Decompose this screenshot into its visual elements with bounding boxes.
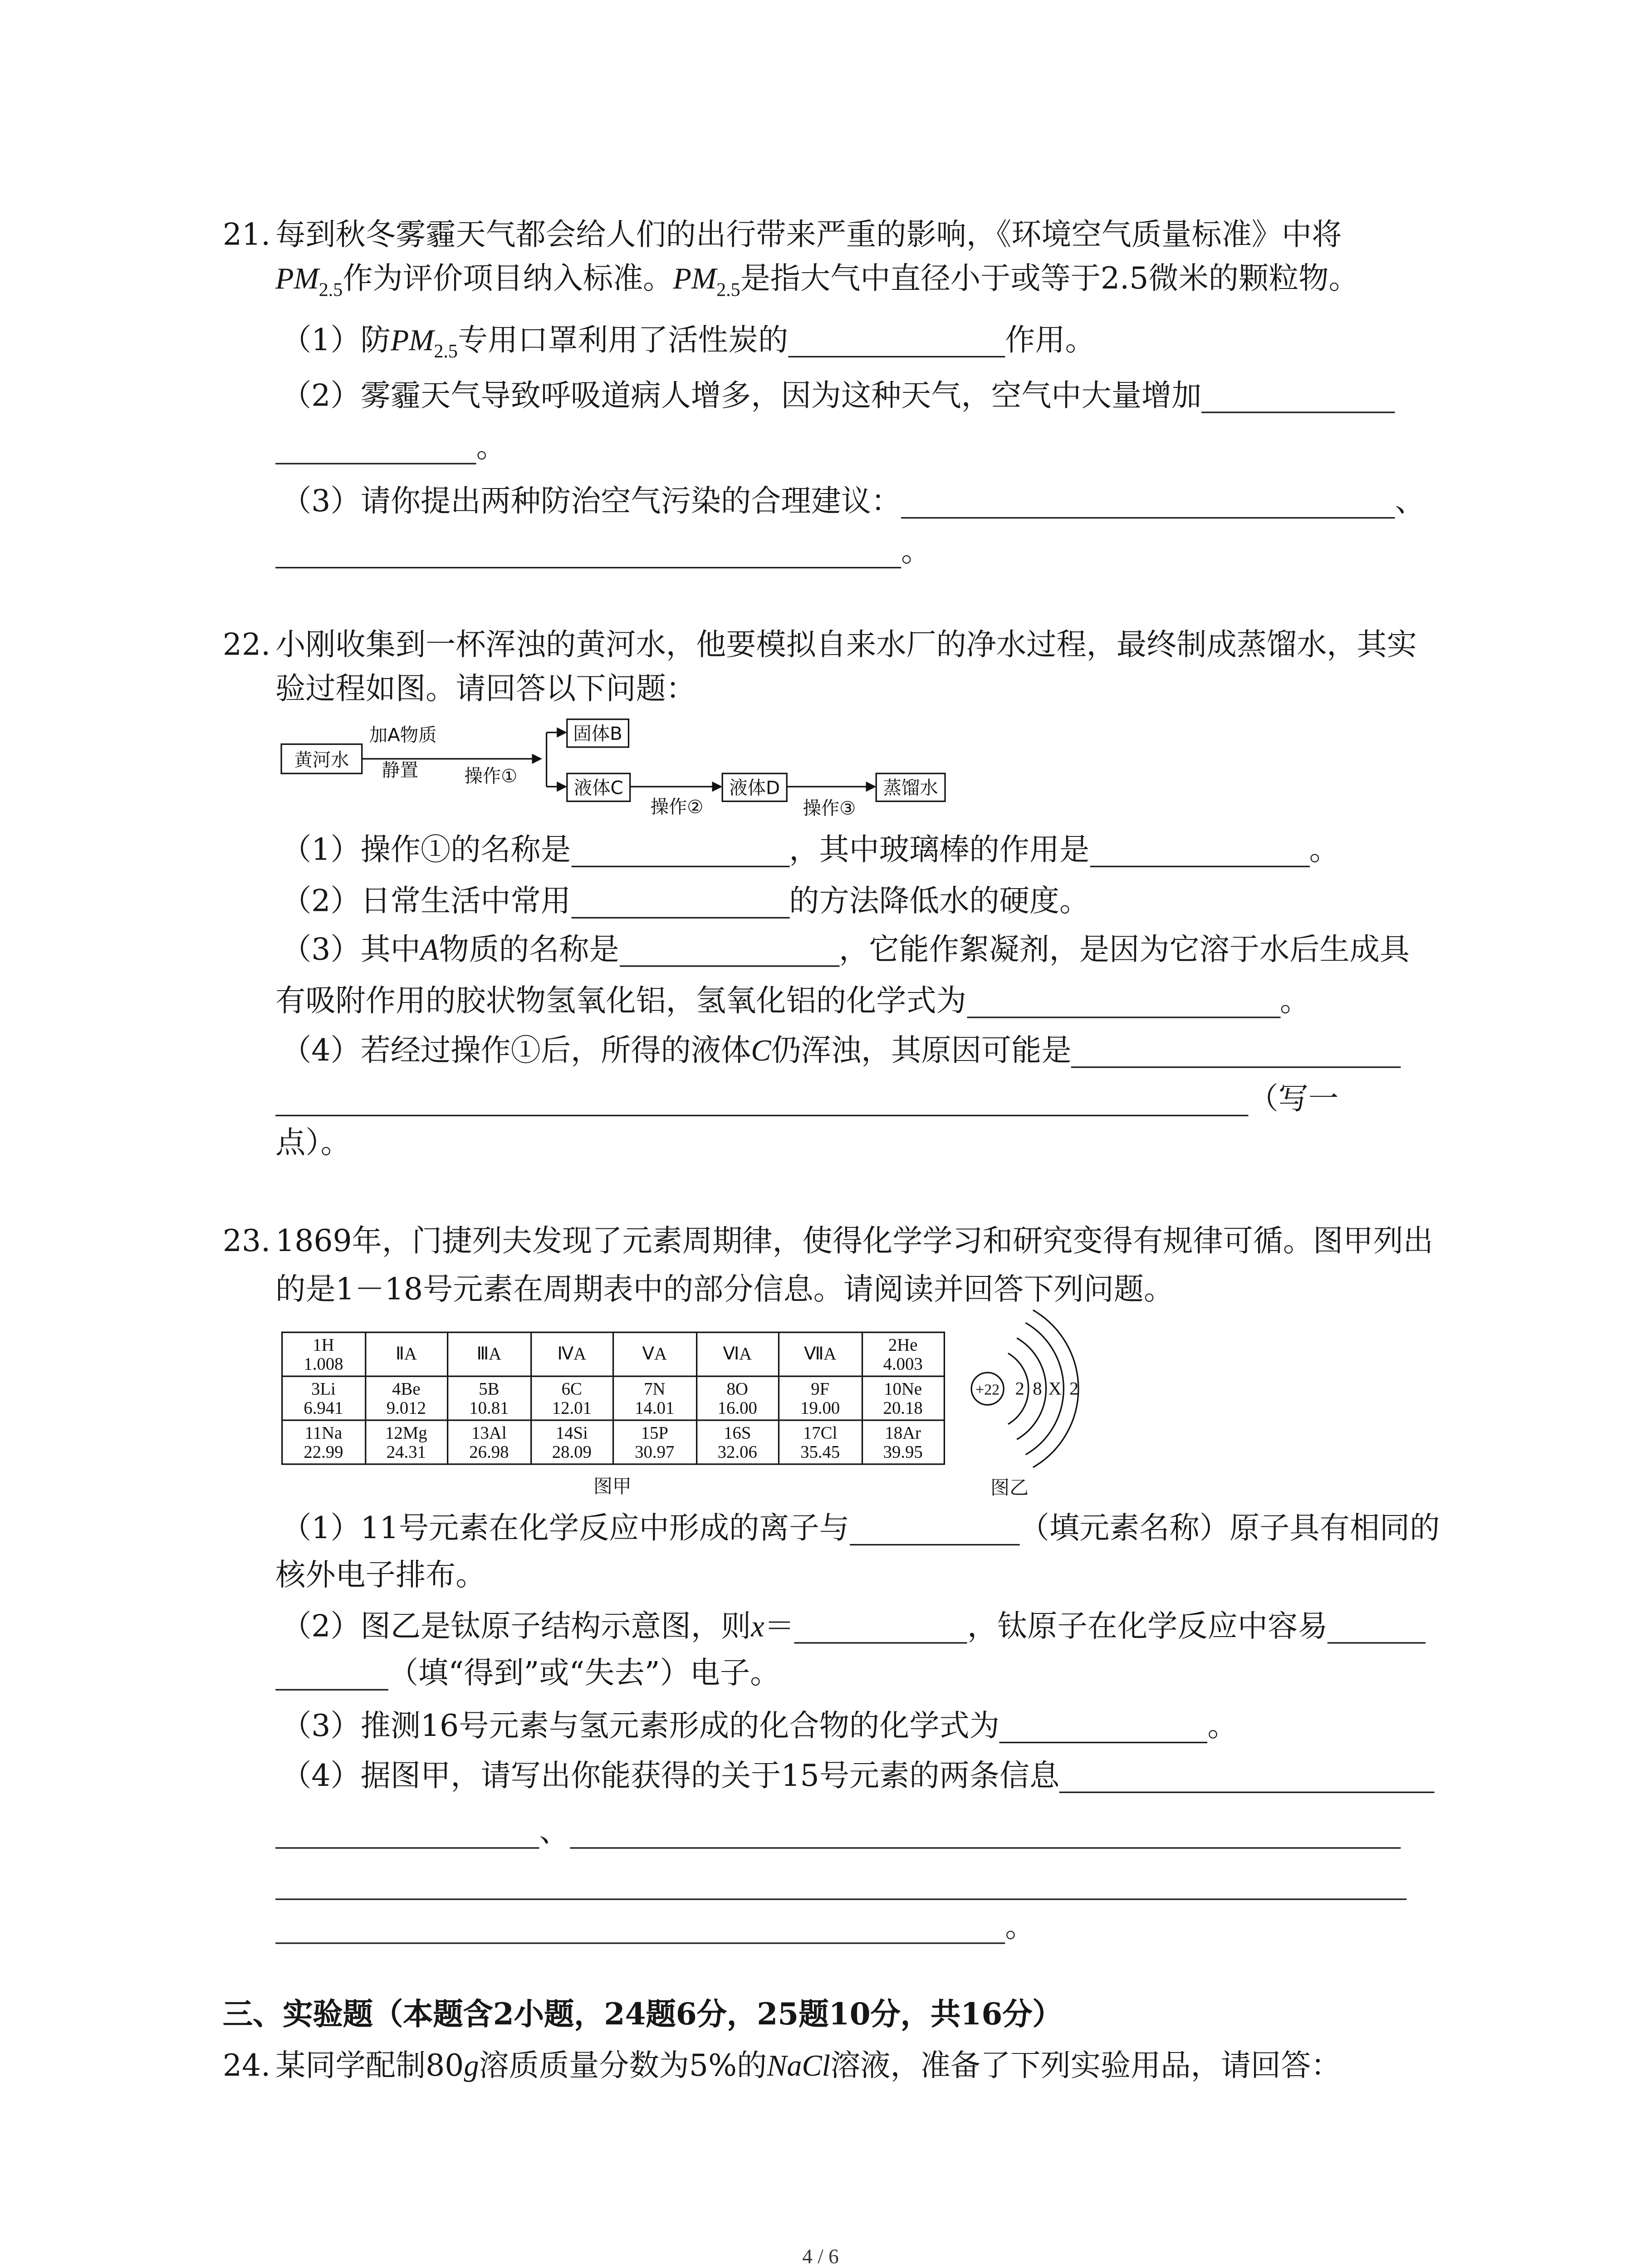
text-segment: 核外电子排布。 xyxy=(275,1557,486,1593)
answer-blank xyxy=(275,1915,1005,1944)
text-segment: 。 xyxy=(1207,1708,1238,1744)
question-text: 验过程如图。请回答以下问题： xyxy=(275,671,696,706)
sub-question-1 xyxy=(281,322,1095,362)
element-cell-text: 10Ne xyxy=(884,1378,922,1399)
question-text: 的是1－18号元素在周期表中的部分信息。请阅读并回答下列问题。 xyxy=(275,1271,1174,1307)
question-text-line xyxy=(275,260,1359,301)
table-row xyxy=(282,1420,945,1464)
text-segment: 作为评价项目纳入标准。 xyxy=(343,260,673,296)
page-number: 4 / 6 xyxy=(802,2247,839,2268)
element-cell-text: 16S xyxy=(724,1422,751,1443)
text-segment: 仍浑浊，其原因可能是 xyxy=(771,1032,1072,1068)
italic-letter: x xyxy=(751,1611,764,1644)
pm-symbol: PM xyxy=(275,264,319,296)
text-segment: 溶液，准备了下列实验用品，请回答： xyxy=(830,2048,1341,2083)
element-cell xyxy=(779,1332,861,1376)
text-segment: ，钛原子在化学反应中容易 xyxy=(967,1608,1328,1644)
element-cell-text: 10.81 xyxy=(469,1397,509,1418)
text-segment: 。 xyxy=(1309,832,1339,867)
sub-question-4-cont xyxy=(275,1813,1400,1849)
element-cell-text: 6.941 xyxy=(304,1397,343,1418)
sub-question-3 xyxy=(281,484,1425,519)
text-segment: 。 xyxy=(901,533,931,569)
end-label: 蒸馏水 xyxy=(883,777,938,799)
sub-question-3 xyxy=(281,1708,1238,1744)
element-cell xyxy=(448,1332,530,1376)
element-cell-text: 15P xyxy=(641,1422,668,1443)
text-segment: 有吸附作用的胶状物氢氧化铝，氢氧化铝的化学式为 xyxy=(275,982,966,1018)
text-segment: 、 xyxy=(539,1813,569,1849)
text-segment: ，它能作絮凝剂，是因为它溶于水后生成具 xyxy=(839,931,1410,967)
answer-blank xyxy=(275,1661,388,1691)
element-cell-text: ⅦA xyxy=(803,1344,837,1364)
figure-caption: 图乙 xyxy=(990,1478,1029,1501)
element-cell xyxy=(282,1420,365,1464)
element-cell-text: 19.00 xyxy=(800,1397,840,1418)
sub-question-1 xyxy=(281,832,1339,867)
text-segment: （填“得到”或“失去”）电子。 xyxy=(388,1655,780,1691)
sub-question-4 xyxy=(281,1758,1435,1793)
answer-blank xyxy=(275,1819,539,1849)
sub-question-2 xyxy=(281,883,1089,919)
element-cell-text: 18Ar xyxy=(885,1422,921,1443)
sub-question-4 xyxy=(281,1033,1401,1070)
text-segment: 物质的名称是 xyxy=(439,931,619,967)
shell-electron-count: X xyxy=(1048,1378,1062,1399)
answer-blank xyxy=(966,989,1280,1018)
pm-subscript: 2.5 xyxy=(434,340,458,362)
element-cell xyxy=(696,1332,779,1376)
answer-blank xyxy=(275,539,901,568)
element-cell-text: 12.01 xyxy=(552,1397,592,1418)
text-segment: 溶质质量分数为5%的 xyxy=(479,2048,767,2083)
shell-electron-count: 8 xyxy=(1033,1378,1042,1399)
element-cell-text: 8O xyxy=(726,1378,748,1399)
answer-blank xyxy=(569,1819,1400,1849)
answer-blank xyxy=(788,328,1005,357)
text-segment: 专用口罩利用了活性炭的 xyxy=(457,322,789,357)
answer-blank xyxy=(571,838,789,867)
element-cell-text: 12Mg xyxy=(385,1422,427,1443)
text-segment: （4）若经过操作①后，所得的液体 xyxy=(281,1032,751,1068)
text-segment: 、 xyxy=(1395,483,1425,519)
text-segment: ，其中玻璃棒的作用是 xyxy=(789,832,1090,867)
sub-question-2 xyxy=(281,1608,1426,1645)
pm-symbol: PM xyxy=(673,264,717,296)
answer-blank xyxy=(275,1087,1248,1116)
element-cell-text: ⅡA xyxy=(395,1344,417,1364)
element-cell xyxy=(613,1332,696,1376)
sub-question-2-cont xyxy=(275,1655,780,1691)
settle-label: 静置 xyxy=(382,759,419,781)
answer-blank xyxy=(619,938,839,967)
text-segment: 某同学配制80 xyxy=(275,2048,464,2083)
text-segment: （3）推测16号元素与氢元素形成的化合物的化学式为 xyxy=(281,1708,999,1744)
element-cell-text: 1H xyxy=(313,1334,334,1355)
element-cell-text: 16.00 xyxy=(717,1397,757,1418)
element-cell-text: 14Si xyxy=(555,1422,588,1443)
periodic-table-body xyxy=(282,1332,945,1464)
question-text: 1869年，门捷列夫发现了元素周期律，使得化学学习和研究变得有规律可循。图甲列出 xyxy=(275,1223,1434,1259)
element-cell-text: 35.45 xyxy=(800,1441,840,1461)
text-segment: ＝ xyxy=(764,1608,794,1644)
element-cell-text: 1.008 xyxy=(304,1353,343,1374)
element-cell xyxy=(779,1376,861,1420)
answer-blank xyxy=(571,889,789,919)
water-purification-flow-diagram xyxy=(271,710,960,827)
text-segment: 作用。 xyxy=(1005,322,1095,357)
sub-question-2-cont xyxy=(275,429,506,464)
element-cell xyxy=(862,1420,944,1464)
question-number: 24. xyxy=(222,2048,271,2083)
answer-blank xyxy=(1089,838,1309,867)
text-segment: （1）防 xyxy=(281,322,391,357)
text-segment: 。 xyxy=(1005,1909,1035,1944)
element-cell-text: ⅤA xyxy=(642,1344,667,1364)
element-cell-text: 28.09 xyxy=(552,1441,592,1461)
element-cell-text: 9F xyxy=(811,1378,830,1399)
titanium-atom-structure-diagram xyxy=(960,1308,1099,1472)
element-cell-text: 4.003 xyxy=(883,1353,923,1374)
liquid-c-label: 液体C xyxy=(573,777,623,799)
element-cell xyxy=(862,1332,944,1376)
sub-question-1 xyxy=(281,1510,1440,1546)
element-cell xyxy=(365,1332,447,1376)
question-text-line xyxy=(275,2048,1341,2085)
table-row xyxy=(282,1376,945,1420)
text-segment: （1）11号元素在化学反应中形成的离子与 xyxy=(281,1510,849,1546)
element-cell-text: 9.012 xyxy=(386,1397,426,1418)
element-cell-text: 22.99 xyxy=(304,1441,343,1461)
element-cell xyxy=(779,1420,861,1464)
text-segment: （2）图乙是钛原子结构示意图，则 xyxy=(281,1608,751,1644)
sub-question-4-cont xyxy=(275,1081,1338,1116)
answer-blank xyxy=(849,1516,1019,1546)
element-cell xyxy=(696,1376,779,1420)
sub-question-2 xyxy=(281,378,1395,413)
element-cell-text: 4Be xyxy=(392,1378,421,1399)
element-cell-text: 14.01 xyxy=(635,1397,675,1418)
element-cell-text: ⅢA xyxy=(476,1344,502,1364)
pm-subscript: 2.5 xyxy=(318,278,343,301)
text-segment: 。 xyxy=(1279,982,1310,1018)
element-cell xyxy=(448,1420,530,1464)
element-cell-text: 30.97 xyxy=(635,1441,675,1461)
solid-label: 固体B xyxy=(573,723,622,744)
element-cell-text: 32.06 xyxy=(717,1441,757,1461)
element-cell xyxy=(530,1420,613,1464)
element-cell-text: 2He xyxy=(888,1334,918,1355)
element-cell-text: 6C xyxy=(561,1378,582,1399)
element-cell-text: 5B xyxy=(479,1378,500,1399)
element-cell xyxy=(862,1376,944,1420)
add-label: 加A物质 xyxy=(369,724,437,746)
text-segment: （写一 xyxy=(1248,1081,1339,1116)
sub-question-4-cont xyxy=(275,1865,1406,1900)
shell-electron-count: 2 xyxy=(1069,1378,1079,1399)
op3-label: 操作③ xyxy=(803,797,856,819)
answer-blank xyxy=(1059,1764,1435,1793)
element-cell-text: 11Na xyxy=(304,1422,343,1443)
text-segment: 的方法降低水的硬度。 xyxy=(789,883,1090,919)
question-text: 小刚收集到一杯浑浊的黄河水，他要模拟自来水厂的净水过程，最终制成蒸馏水，其实 xyxy=(275,627,1417,662)
chemical-formula: NaCl xyxy=(767,2051,831,2083)
italic-letter: A xyxy=(421,934,439,967)
answer-blank xyxy=(1072,1039,1401,1068)
element-cell xyxy=(282,1332,365,1376)
element-cell xyxy=(613,1420,696,1464)
element-cell-text: 26.98 xyxy=(469,1441,509,1461)
element-cell-text: ⅣA xyxy=(557,1344,587,1364)
element-cell-text: ⅥA xyxy=(723,1344,752,1364)
element-cell-text: 20.18 xyxy=(883,1397,923,1418)
element-cell-text: 3Li xyxy=(311,1378,336,1399)
element-cell-text: 13Al xyxy=(471,1422,507,1443)
question-number: 22. xyxy=(222,627,271,662)
text-segment: （2）雾霾天气导致呼吸道病人增多，因为这种天气，空气中大量增加 xyxy=(281,378,1202,413)
section-heading: 三、实验题（本题含2小题，24题6分，25题10分，共16分） xyxy=(222,1996,1063,2032)
text-segment: （3）其中 xyxy=(281,931,421,967)
question-number: 21. xyxy=(222,216,271,252)
answer-blank xyxy=(275,1871,1406,1900)
element-cell-text: 24.31 xyxy=(386,1441,426,1461)
pm-symbol: PM xyxy=(390,325,434,357)
shell-electron-count: 2 xyxy=(1015,1378,1024,1399)
question-number: 23. xyxy=(222,1223,271,1259)
liquid-d-label: 液体D xyxy=(729,777,780,799)
element-cell xyxy=(613,1376,696,1420)
pm-subscript: 2.5 xyxy=(716,278,740,301)
text-segment: （1）操作①的名称是 xyxy=(281,832,571,867)
op1-label: 操作① xyxy=(464,765,518,787)
start-label: 黄河水 xyxy=(294,749,349,771)
answer-blank xyxy=(1201,384,1395,413)
element-cell xyxy=(365,1420,447,1464)
text-segment: 。 xyxy=(476,429,506,464)
op2-label: 操作② xyxy=(650,796,704,818)
element-cell-text: 7N xyxy=(644,1378,666,1399)
unit-g: g xyxy=(464,2051,479,2083)
sub-question-3 xyxy=(281,932,1410,968)
element-cell-text: 39.95 xyxy=(883,1441,923,1461)
table-row xyxy=(282,1332,945,1376)
text-segment: （4）据图甲，请写出你能获得的关于15号元素的两条信息 xyxy=(281,1758,1060,1793)
text-segment: 是指大气中直径小于或等于2.5微米的颗粒物。 xyxy=(740,260,1359,296)
periodic-table-excerpt xyxy=(281,1332,945,1465)
text-segment: （填元素名称）原子具有相同的 xyxy=(1019,1510,1440,1546)
answer-blank xyxy=(901,489,1395,519)
element-cell xyxy=(282,1376,365,1420)
element-cell xyxy=(365,1376,447,1420)
nucleus-charge: +22 xyxy=(975,1381,1000,1398)
element-cell xyxy=(530,1332,613,1376)
element-cell xyxy=(530,1376,613,1420)
text-segment: （3）请你提出两种防治空气污染的合理建议： xyxy=(281,483,901,519)
text-segment: 点）。 xyxy=(275,1125,351,1160)
question-text: 每到秋冬雾霾天气都会给人们的出行带来严重的影响，《环境空气质量标准》中将 xyxy=(275,216,1342,252)
answer-blank xyxy=(275,435,476,464)
element-cell-text: 17Cl xyxy=(803,1422,838,1443)
text-segment: （2）日常生活中常用 xyxy=(281,883,571,919)
answer-blank xyxy=(999,1714,1208,1744)
sub-question-3-cont xyxy=(275,983,1310,1018)
sub-question-3-cont xyxy=(275,533,931,569)
element-cell xyxy=(448,1376,530,1420)
figure-caption: 图甲 xyxy=(593,1476,632,1499)
italic-letter: C xyxy=(751,1036,771,1068)
sub-question-4-cont xyxy=(275,1909,1035,1944)
answer-blank xyxy=(1327,1614,1425,1644)
answer-blank xyxy=(794,1614,967,1644)
element-cell xyxy=(696,1420,779,1464)
